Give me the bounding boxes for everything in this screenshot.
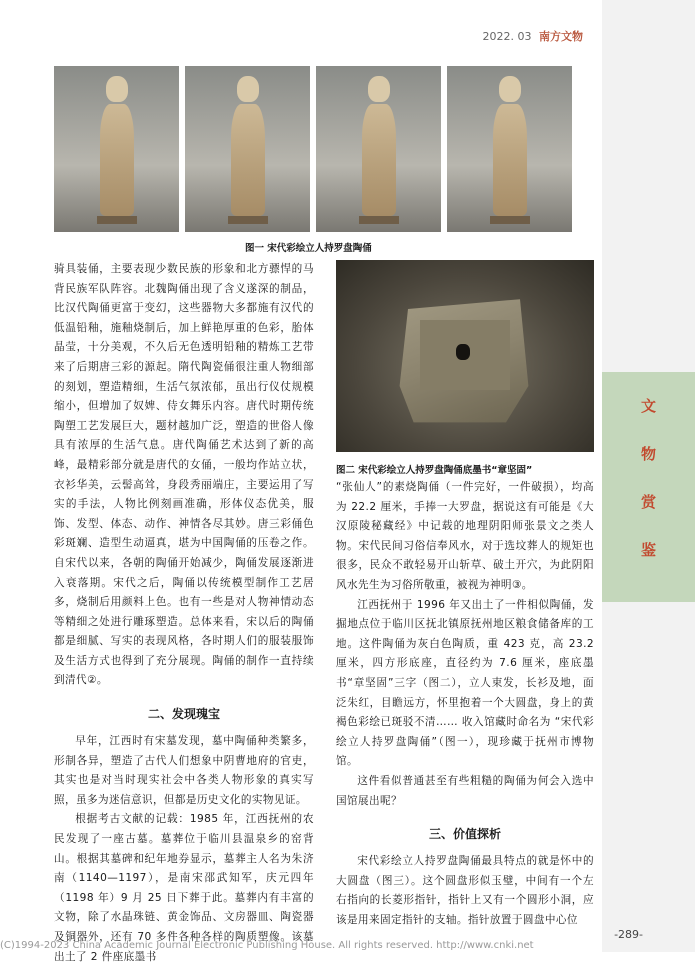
page-header: [483, 28, 583, 44]
issue-number: 2022. 03: [482, 30, 532, 43]
right-paragraph-2: 江西抚州于 1996 年又出土了一件相似陶俑，发掘地点位于临川区抚北镇原抚州地区粮食储备库的工地。这件陶俑为灰白色陶质，重 423 克，高 23.2 厘米，四方形底座，直径约为 7.6 厘米，座底墨书“章坚固”三字（图二），立人束发，长衫及地，面泛朱红，目瞻远方，怀里抱着一个大圆盘，身上的黄褐色彩绘已斑驳不清…… 收入馆藏时命名为 “宋代彩绘立人持罗盘陶俑”（图一），现珍藏于抚州市博物馆。: [336, 598, 594, 768]
figure2-photo: [336, 260, 594, 452]
figure1-photo-4: [447, 66, 572, 232]
section3-title: 三、价值探析: [428, 827, 501, 842]
right-paragraph-4: 宋代彩绘立人持罗盘陶俑最具特点的就是怀中的大圆盘（图三）。这个圆盘形似玉璧，中间有一个左右指向的长菱形指针，指针上又有一个圆形小洞，应该是用来固定指针的支轴。指针放置于圆盘中心位: [336, 855, 594, 926]
figure1-photo-1: [54, 66, 179, 232]
right-paragraph-1: “张仙人”的素烧陶俑（一件完好，一件破损），均高为 22.2 厘米，手捧一大罗盘，据说这有可能是《大汉原陵秘藏经》中记载的地理阴阳师张景文之类人物。宋代民间习俗信奉风水，对于选坟葬人的规矩也很多，民众不敢轻易开山斩草、破土开穴，为此阴阳风水先生为习俗所敬重，被视为神明③。: [336, 481, 594, 591]
journal-brand: 南方文物: [539, 30, 583, 43]
figure2-caption: 图二 宋代彩绘立人持罗盘陶俑底墨书“章坚固”: [336, 465, 533, 476]
right-paragraph-3: 这件看似普通甚至有些粗糙的陶俑为何会入选中国馆展出呢？: [336, 774, 594, 807]
figure1-caption: 图一 宋代彩绘立人持罗盘陶俑: [245, 243, 372, 254]
figure1-photos: [54, 66, 572, 232]
left-column: [54, 260, 314, 967]
left-paragraph-2: 早年，江西时有宋墓发现，墓中陶俑种类繁多，形制各异，塑造了古代人们想象中阴曹地府的官吏，其实也是对当时现实社会中各类人物形象的真实写照，虽多为迷信意识，但都是历史文化的实物见证。: [54, 735, 314, 806]
section-side-tab: [602, 372, 695, 602]
side-tab-char-4: 鉴: [640, 541, 656, 559]
side-tab-char-3: 赏: [640, 493, 656, 511]
page-number: -289-: [614, 928, 643, 941]
section2-title: 二、发现瑰宝: [147, 707, 220, 722]
figure1-photo-2: [185, 66, 310, 232]
copyright-footer: (C)1994-2023 China Academic Journal Electronic Publishing House. All rights reserved. http://www.cnki.net: [0, 940, 534, 951]
right-column: [336, 478, 594, 930]
side-tab-char-1: 文: [640, 397, 656, 415]
figure1-photo-3: [316, 66, 441, 232]
left-paragraph-3: 根据考古文献的记载：1985 年，江西抚州的农民发现了一座古墓。墓葬位于临川县温泉乡的窑背山。根据其墓碑和纪年地券显示，墓葬主人名为朱济南（1140—1197），是南宋邵武知军，庆元四年（1198 年）9 月 25 日下葬于此。墓葬内有丰富的文物，除了水晶珠链、黄金饰品、文房器皿、陶瓷器及铜器外，还有 70 多件各种各样的陶质塑像。该墓出土了 2 件座底墨书: [54, 813, 314, 963]
left-paragraph-1: 骑具装俑，主要表现少数民族的形象和北方骠悍的马背民族军队阵容。北魏陶俑出现了含义遂深的制品，比汉代陶俑更富于变幻，这些器物大多都施有汉代的低温铅釉，施釉烧制后，加上鲜艳厚重的色彩，胎体晶莹，十分美观，不久后无色透明铅釉的精炼工艺带来了后期唐三彩的源起。隋代陶瓷俑很注重人物细部的刻划，塑造精细，生活气氛浓郁，虽出行仪仗规模缩小，但增加了奴婢、侍女舞乐内容。唐代时期传统陶塑工艺发展巨大，题材越加广泛，塑造的世俗人像具有浓厚的生活气息。唐代陶俑艺术达到了新的高峰，最精彩部分就是唐代的女俑，一般均作站立状，衣衫华美，云髻高耸，身段秀丽端庄，主要运用了写实的手法，人物比例刻画准确，形体仪态优美，服饰、发型、体态、动作、神情各尽其妙。唐三彩俑色彩斑斓、造型生动逼真，堪为中国陶俑的压卷之作。自宋代以来，各朝的陶俑开始减少，陶俑发展逐渐进入衰落期。宋代之后，陶俑以传统模型制作工艺居多，烧制后用颜料上色。也有一些是对人物神情动态等精细之处进行雕琢塑造。总体来看，宋以后的陶俑都是细腻、写实的表现风格，各时期人们的服装服饰及生活方式也得到了充分展现。陶俑的制作一直持续到清代②。: [54, 263, 314, 687]
side-tab-char-2: 物: [640, 445, 656, 463]
